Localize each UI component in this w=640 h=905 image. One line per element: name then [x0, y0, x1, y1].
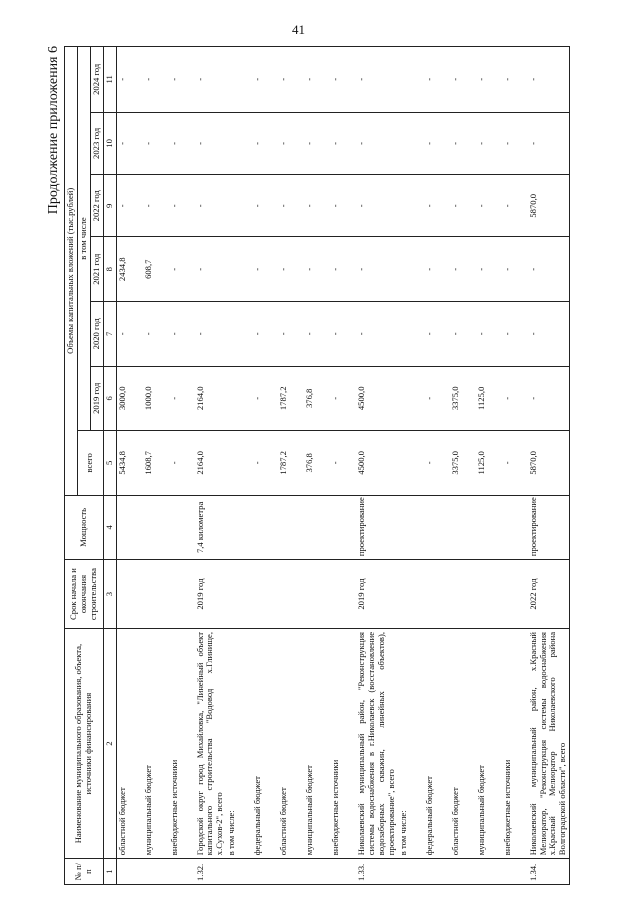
cell-y2024: - — [169, 47, 195, 113]
cell-y2021 — [398, 237, 424, 302]
cell-name: Николаевский муниципальный район, "Реконструкция системы водоснабжения в г.Николаевск (восстановление водозаборных скважин, линейных объектов), проектирование", всего — [356, 628, 398, 858]
table-row — [169, 47, 195, 885]
cell-y2022: - — [278, 175, 304, 237]
cell-y2021: - — [502, 237, 528, 302]
cell-power: 7,4 километра — [195, 495, 227, 560]
cell-term — [330, 560, 356, 629]
cell-y2023: - — [304, 112, 330, 174]
cell-y2021: - — [356, 237, 398, 302]
cell-term — [398, 560, 424, 629]
cell-y2022: - — [502, 175, 528, 237]
cell-y2022: - — [476, 175, 502, 237]
cell-y2021: - — [450, 237, 476, 302]
cell-y2023: - — [116, 112, 143, 174]
cell-name: областной бюджет — [116, 628, 143, 858]
cell-name: внебюджетные источники — [502, 628, 528, 858]
cell-y2024: - — [356, 47, 398, 113]
cell-y2021: - — [330, 237, 356, 302]
cell-name: федеральный бюджет — [424, 628, 450, 858]
table-row — [502, 47, 528, 885]
cell-power: проектирование — [356, 495, 398, 560]
cell-term — [226, 560, 252, 629]
cell-y2020: - — [424, 302, 450, 367]
cell-term — [169, 560, 195, 629]
cell-y2024: - — [424, 47, 450, 113]
cell-power — [143, 495, 169, 560]
cell-y2019: - — [252, 366, 278, 431]
cell-term — [143, 560, 169, 629]
cell-y2023 — [398, 112, 424, 174]
table-body — [116, 47, 570, 885]
cell-power — [226, 495, 252, 560]
cell-y2022: - — [424, 175, 450, 237]
cell-term: 2019 год — [195, 560, 227, 629]
cell-y2020: - — [450, 302, 476, 367]
cell-no — [476, 859, 502, 885]
cell-y2019: - — [330, 366, 356, 431]
page-number: 41 — [292, 22, 305, 37]
cell-y2022: - — [356, 175, 398, 237]
cell-term — [450, 560, 476, 629]
cell-y2020: - — [304, 302, 330, 367]
cell-name: внебюджетные источники — [330, 628, 356, 858]
investment-table — [64, 46, 570, 885]
cell-y2024: - — [278, 47, 304, 113]
cell-y2019: 4500,0 — [356, 366, 398, 431]
column-number: 7 — [103, 302, 116, 367]
cell-y2019: - — [169, 366, 195, 431]
cell-y2020: - — [476, 302, 502, 367]
cell-y2019 — [398, 366, 424, 431]
cell-power: проектирование — [528, 495, 570, 560]
table-row — [143, 47, 169, 885]
cell-total: 1787,2 — [278, 431, 304, 496]
header-2023: 2023 год — [90, 112, 103, 174]
cell-y2021: - — [528, 237, 570, 302]
header-2021: 2021 год — [90, 237, 103, 302]
cell-y2024: - — [502, 47, 528, 113]
cell-no: 1.33. — [356, 859, 398, 885]
cell-no — [398, 859, 424, 885]
cell-y2021: - — [278, 237, 304, 302]
column-number: 4 — [103, 495, 116, 560]
column-number: 1 — [103, 859, 116, 885]
cell-y2022: - — [143, 175, 169, 237]
cell-no — [169, 859, 195, 885]
cell-y2024: - — [143, 47, 169, 113]
cell-y2019: 2164,0 — [195, 366, 227, 431]
cell-name: Городской округ город Михайловка, "Линейный объект капитального строительства "Водовод х.Глинище, х.Сухов-2", всего — [195, 628, 227, 858]
cell-total: - — [424, 431, 450, 496]
cell-y2024: - — [252, 47, 278, 113]
cell-term — [116, 560, 143, 629]
cell-power — [398, 495, 424, 560]
column-number: 6 — [103, 366, 116, 431]
cell-no — [226, 859, 252, 885]
cell-y2024: - — [304, 47, 330, 113]
cell-no — [116, 859, 143, 885]
cell-no — [252, 859, 278, 885]
cell-y2021: - — [424, 237, 450, 302]
cell-y2021: - — [304, 237, 330, 302]
cell-y2024: - — [476, 47, 502, 113]
cell-y2020: - — [143, 302, 169, 367]
column-number: 9 — [103, 175, 116, 237]
cell-y2023: - — [143, 112, 169, 174]
header-term: Срок начала и окончания строительства — [65, 560, 104, 629]
cell-y2024: - — [116, 47, 143, 113]
table-row — [424, 47, 450, 885]
table-row — [278, 47, 304, 885]
table-row — [528, 47, 570, 885]
table-row — [226, 47, 252, 885]
cell-name: федеральный бюджет — [252, 628, 278, 858]
cell-y2022: - — [330, 175, 356, 237]
cell-total: 5434,8 — [116, 431, 143, 496]
cell-name: в том числе: — [226, 628, 252, 858]
cell-y2021: - — [169, 237, 195, 302]
cell-term — [278, 560, 304, 629]
cell-y2020: - — [330, 302, 356, 367]
cell-y2021: - — [195, 237, 227, 302]
column-number: 11 — [103, 47, 116, 113]
cell-y2019: 1787,2 — [278, 366, 304, 431]
cell-y2023: - — [450, 112, 476, 174]
cell-y2019 — [226, 366, 252, 431]
cell-power — [116, 495, 143, 560]
cell-y2024: - — [330, 47, 356, 113]
cell-y2020: - — [252, 302, 278, 367]
cell-y2019: - — [528, 366, 570, 431]
cell-y2019: 1000,0 — [143, 366, 169, 431]
cell-no — [450, 859, 476, 885]
cell-y2022: - — [304, 175, 330, 237]
cell-y2023: - — [476, 112, 502, 174]
header-investment-group: Объемы капитальных вложений (тыс.рублей) — [65, 47, 78, 496]
cell-total: 5870,0 — [528, 431, 570, 496]
cell-y2021: 608,7 — [143, 237, 169, 302]
cell-power — [252, 495, 278, 560]
cell-y2022: - — [195, 175, 227, 237]
cell-y2023: - — [278, 112, 304, 174]
cell-name: муниципальный бюджет — [476, 628, 502, 858]
cell-no — [304, 859, 330, 885]
cell-no — [143, 859, 169, 885]
header-2019: 2019 год — [90, 366, 103, 431]
cell-y2021: - — [252, 237, 278, 302]
cell-y2022 — [226, 175, 252, 237]
cell-y2020: - — [195, 302, 227, 367]
cell-total: - — [252, 431, 278, 496]
cell-name: муниципальный бюджет — [304, 628, 330, 858]
column-number-row — [103, 47, 116, 885]
cell-y2022 — [398, 175, 424, 237]
cell-y2019: 3375,0 — [450, 366, 476, 431]
cell-total — [226, 431, 252, 496]
cell-no — [424, 859, 450, 885]
column-number: 5 — [103, 431, 116, 496]
cell-y2019: - — [424, 366, 450, 431]
table-row — [252, 47, 278, 885]
cell-y2019: 1125,0 — [476, 366, 502, 431]
table-row — [330, 47, 356, 885]
cell-y2024: - — [528, 47, 570, 113]
cell-y2023: - — [356, 112, 398, 174]
cell-y2020: - — [502, 302, 528, 367]
cell-y2023 — [226, 112, 252, 174]
cell-power — [169, 495, 195, 560]
cell-term — [424, 560, 450, 629]
cell-power — [502, 495, 528, 560]
header-including: в том числе — [77, 47, 90, 431]
header-name: Наименование муниципального образования, объекта, источники финансирования — [65, 628, 104, 858]
table-row — [116, 47, 143, 885]
cell-y2020 — [226, 302, 252, 367]
cell-total: - — [502, 431, 528, 496]
cell-no: 1.34. — [528, 859, 570, 885]
cell-y2023: - — [169, 112, 195, 174]
cell-name: областной бюджет — [278, 628, 304, 858]
cell-name: областной бюджет — [450, 628, 476, 858]
cell-y2024 — [398, 47, 424, 113]
cell-y2024: - — [450, 47, 476, 113]
cell-term — [502, 560, 528, 629]
cell-term: 2019 год — [356, 560, 398, 629]
header-no: № п/п — [65, 859, 104, 885]
table-row — [356, 47, 398, 885]
header-2022: 2022 год — [90, 175, 103, 237]
cell-y2023: - — [330, 112, 356, 174]
cell-y2022: - — [169, 175, 195, 237]
column-number: 3 — [103, 560, 116, 629]
cell-power — [278, 495, 304, 560]
cell-no — [330, 859, 356, 885]
cell-y2020: - — [528, 302, 570, 367]
cell-total: 1125,0 — [476, 431, 502, 496]
cell-y2022: - — [252, 175, 278, 237]
cell-y2023: - — [195, 112, 227, 174]
cell-y2022: 5870,0 — [528, 175, 570, 237]
header-2020: 2020 год — [90, 302, 103, 367]
cell-y2022: - — [116, 175, 143, 237]
cell-name: Николаевский муниципальный район, х.Красный Мелиоратор, "Реконструкция системы водоснабжения х.Красный Мелиоратор Николаевского района Волгоградской области", всего — [528, 628, 570, 858]
cell-y2021: - — [476, 237, 502, 302]
cell-y2024 — [226, 47, 252, 113]
cell-y2023: - — [502, 112, 528, 174]
cell-y2022: - — [450, 175, 476, 237]
cell-power — [450, 495, 476, 560]
cell-power — [330, 495, 356, 560]
cell-y2023: - — [252, 112, 278, 174]
cell-term: 2022 год — [528, 560, 570, 629]
cell-total: 3375,0 — [450, 431, 476, 496]
cell-y2023: - — [528, 112, 570, 174]
cell-power — [476, 495, 502, 560]
cell-y2019: 3000,0 — [116, 366, 143, 431]
cell-total: - — [169, 431, 195, 496]
cell-total: 1608,7 — [143, 431, 169, 496]
table-row — [398, 47, 424, 885]
cell-y2019: 376,8 — [304, 366, 330, 431]
cell-y2020: - — [169, 302, 195, 367]
table-row — [450, 47, 476, 885]
cell-y2020: - — [278, 302, 304, 367]
cell-y2020: - — [116, 302, 143, 367]
cell-y2021 — [226, 237, 252, 302]
cell-name: муниципальный бюджет — [143, 628, 169, 858]
header-2024: 2024 год — [90, 47, 103, 113]
cell-no: 1.32. — [195, 859, 227, 885]
cell-term — [304, 560, 330, 629]
table-row — [304, 47, 330, 885]
cell-total: 2164,0 — [195, 431, 227, 496]
cell-y2021: 2434,8 — [116, 237, 143, 302]
cell-y2020: - — [356, 302, 398, 367]
header-total: всего — [77, 431, 103, 496]
cell-name: внебюджетные источники — [169, 628, 195, 858]
cell-name: в том числе: — [398, 628, 424, 858]
cell-total — [398, 431, 424, 496]
cell-total: 376,8 — [304, 431, 330, 496]
cell-power — [304, 495, 330, 560]
table-row — [195, 47, 227, 885]
cell-term — [476, 560, 502, 629]
cell-y2019: - — [502, 366, 528, 431]
table-row — [476, 47, 502, 885]
cell-no — [502, 859, 528, 885]
column-number: 8 — [103, 237, 116, 302]
cell-power — [424, 495, 450, 560]
cell-total: 4500,0 — [356, 431, 398, 496]
cell-y2024: - — [195, 47, 227, 113]
column-number: 2 — [103, 628, 116, 858]
cell-y2020 — [398, 302, 424, 367]
cell-total: - — [330, 431, 356, 496]
table-caption: Продолжение приложения 6 — [46, 46, 61, 215]
cell-term — [252, 560, 278, 629]
rotated-page — [30, 40, 620, 885]
column-number: 10 — [103, 112, 116, 174]
cell-no — [278, 859, 304, 885]
cell-y2023: - — [424, 112, 450, 174]
header-power: Мощность — [65, 495, 104, 560]
